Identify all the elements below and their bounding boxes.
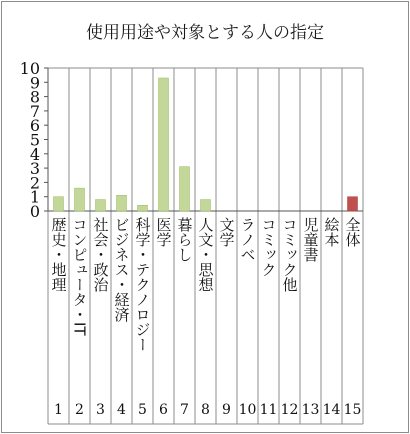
- chart-title: 使用用途や対象とする人の指定: [86, 23, 324, 43]
- category-number: 12: [280, 402, 299, 418]
- bar: [117, 195, 127, 211]
- category-label: 医学: [154, 217, 173, 247]
- y-tick-label: 0: [29, 202, 40, 221]
- y-tick-label: 6: [29, 116, 40, 136]
- bar: [96, 200, 106, 211]
- category-label: 児童書: [301, 217, 320, 262]
- category-label: 絵本: [322, 217, 341, 247]
- y-tick-label: 3: [29, 159, 40, 179]
- category-label: ビジネス・経済: [112, 217, 131, 322]
- category-number: 5: [138, 402, 147, 418]
- category-number: 15: [343, 402, 362, 418]
- category-label: 社会・政治: [91, 217, 110, 292]
- bar: [180, 167, 190, 211]
- bar: [138, 205, 148, 211]
- category-label: 歴史・地理: [49, 217, 68, 292]
- category-number: 10: [238, 402, 257, 418]
- category-number: 13: [301, 402, 320, 418]
- category-number: 3: [96, 402, 105, 418]
- category-label: 暮らし: [175, 217, 194, 262]
- y-tick-label: 10: [19, 59, 40, 78]
- category-number: 1: [54, 402, 63, 418]
- category-label: 文学: [217, 217, 236, 247]
- bar: [54, 197, 64, 211]
- category-number: 4: [117, 402, 126, 418]
- y-tick-label: 9: [29, 73, 40, 93]
- category-number: 6: [159, 402, 168, 418]
- y-tick-label: 4: [29, 144, 40, 164]
- bar: [75, 188, 85, 211]
- category-label: ラノベ: [238, 217, 257, 262]
- category-number: 11: [259, 402, 278, 418]
- category-label: コミック他: [280, 217, 299, 292]
- y-tick-label: 8: [29, 87, 40, 107]
- bar: [348, 197, 358, 211]
- y-tick-label: 7: [29, 101, 40, 121]
- category-label: コンピュータ・IT: [70, 217, 89, 336]
- category-number: 8: [201, 402, 210, 418]
- category-number: 9: [222, 402, 231, 418]
- category-label: 人文・思想: [196, 217, 215, 292]
- y-tick-label: 5: [29, 130, 40, 150]
- y-tick-label: 2: [29, 173, 40, 193]
- category-number: 2: [75, 402, 84, 418]
- category-label: コミック: [259, 217, 278, 277]
- category-label: 科学・テクノロジー: [133, 217, 152, 352]
- bar: [159, 78, 169, 211]
- y-tick-label: 1: [29, 187, 40, 207]
- bar: [201, 200, 211, 211]
- category-label: 全体: [343, 217, 362, 247]
- category-number: 14: [322, 402, 341, 418]
- category-number: 7: [180, 402, 189, 418]
